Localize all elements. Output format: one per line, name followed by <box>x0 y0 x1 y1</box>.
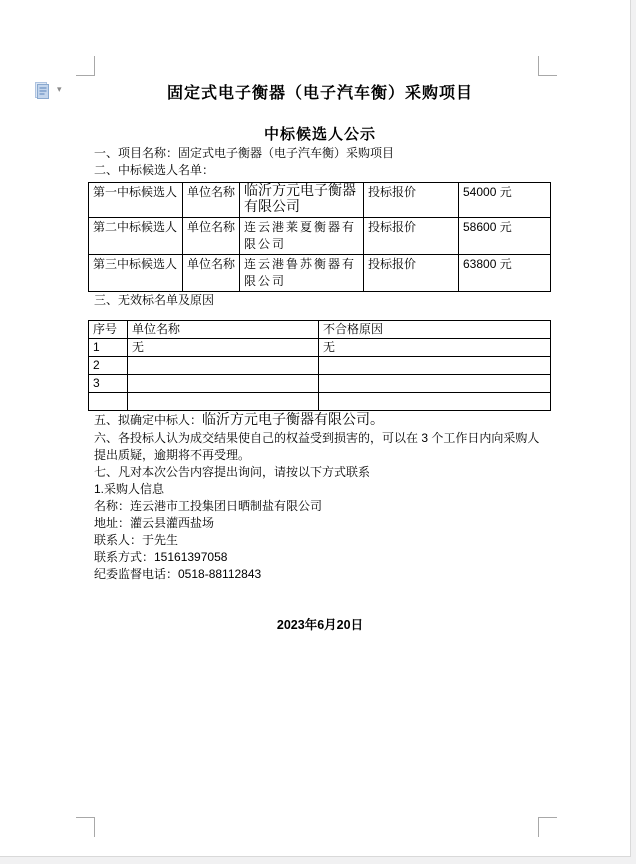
table-row <box>89 339 551 357</box>
candidate-rank: 第一中标候选人 <box>89 183 183 218</box>
table-row <box>89 375 551 393</box>
section-objection-notice: 六、各投标人认为成交结果使自己的权益受到损害的，可以在 3 个工作日内向采购人提出质疑，逾期将不再受理。 <box>94 430 540 462</box>
candidate-company: 连云港鲁苏衡器有限公司 <box>240 255 364 292</box>
unit-label: 单位名称 <box>183 255 240 292</box>
column-header: 序号 <box>89 321 128 339</box>
buyer-info-heading: 1.采购人信息 <box>94 481 165 496</box>
column-header: 不合格原因 <box>319 321 551 339</box>
buyer-contact-person: 联系人：于先生 <box>94 532 179 547</box>
supervision-phone: 纪委监督电话：0518-88112843 <box>94 566 262 581</box>
invalid-reason <box>319 357 551 375</box>
paste-options-dropdown-arrow[interactable]: ▾ <box>57 85 62 95</box>
invalid-unit <box>128 357 319 375</box>
unit-label: 单位名称 <box>183 183 240 218</box>
winner-company: 临沂方元电子衡器有限公司。 <box>202 412 385 428</box>
table-row <box>89 255 551 292</box>
price-label: 投标报价 <box>364 183 459 218</box>
column-header: 单位名称 <box>128 321 319 339</box>
invalid-unit <box>128 375 319 393</box>
table-row <box>89 218 551 255</box>
invalid-reason: 无 <box>319 339 551 357</box>
row-index: 3 <box>89 375 128 393</box>
margin-crop-mark-top-left <box>76 56 95 76</box>
unit-label: 单位名称 <box>183 218 240 255</box>
section-winner <box>94 411 546 430</box>
invalid-reason <box>319 375 551 393</box>
paste-options-button[interactable] <box>33 81 62 100</box>
table-row <box>89 393 551 411</box>
winner-prefix: 五、拟确定中标人： <box>94 412 203 427</box>
row-index: 2 <box>89 357 128 375</box>
invalid-bids-table <box>88 320 551 411</box>
margin-crop-mark-bottom-left <box>76 817 95 837</box>
invalid-unit: 无 <box>128 339 319 357</box>
table-header-row <box>89 321 551 339</box>
row-index: 1 <box>89 339 128 357</box>
candidate-price: 63800 元 <box>459 255 551 292</box>
document-date: 2023年6月20日 <box>276 617 364 632</box>
candidate-company: 连云港莱夏衡器有限公司 <box>240 218 364 255</box>
section-project-name: 一、项目名称：固定式电子衡器（电子汽车衡）采购项目 <box>94 146 395 160</box>
document-body <box>94 75 546 634</box>
invalid-reason <box>319 393 551 411</box>
buyer-name: 名称：连云港市工投集团日晒制盐有限公司 <box>94 498 323 513</box>
section-candidates-heading: 二、中标候选人名单： <box>94 163 215 177</box>
candidates-table <box>88 182 551 292</box>
candidate-price: 54000 元 <box>459 183 551 218</box>
price-label: 投标报价 <box>364 255 459 292</box>
buyer-address: 地址：灌云县灌西盐场 <box>94 515 215 530</box>
price-label: 投标报价 <box>364 218 459 255</box>
table-row <box>89 183 551 218</box>
candidate-rank: 第二中标候选人 <box>89 218 183 255</box>
candidate-rank: 第三中标候选人 <box>89 255 183 292</box>
table-row <box>89 357 551 375</box>
document-subtitle: 中标候选人公示 <box>263 126 376 143</box>
candidate-company: 临沂方元电子衡器有限公司 <box>240 183 364 218</box>
invalid-unit <box>128 393 319 411</box>
section-invalid-bids-heading: 三、无效标名单及原因 <box>94 293 215 307</box>
buyer-phone: 联系方式：15161397058 <box>94 549 228 564</box>
paste-options-icon[interactable] <box>33 81 50 100</box>
margin-crop-mark-bottom-right <box>538 817 557 837</box>
document-title: 固定式电子衡器（电子汽车衡）采购项目 <box>166 85 473 102</box>
margin-crop-mark-top-right <box>538 56 557 76</box>
row-index <box>89 393 128 411</box>
candidate-price: 58600 元 <box>459 218 551 255</box>
section-contact-notice: 七、凡对本次公告内容提出询问，请按以下方式联系 <box>94 464 371 479</box>
